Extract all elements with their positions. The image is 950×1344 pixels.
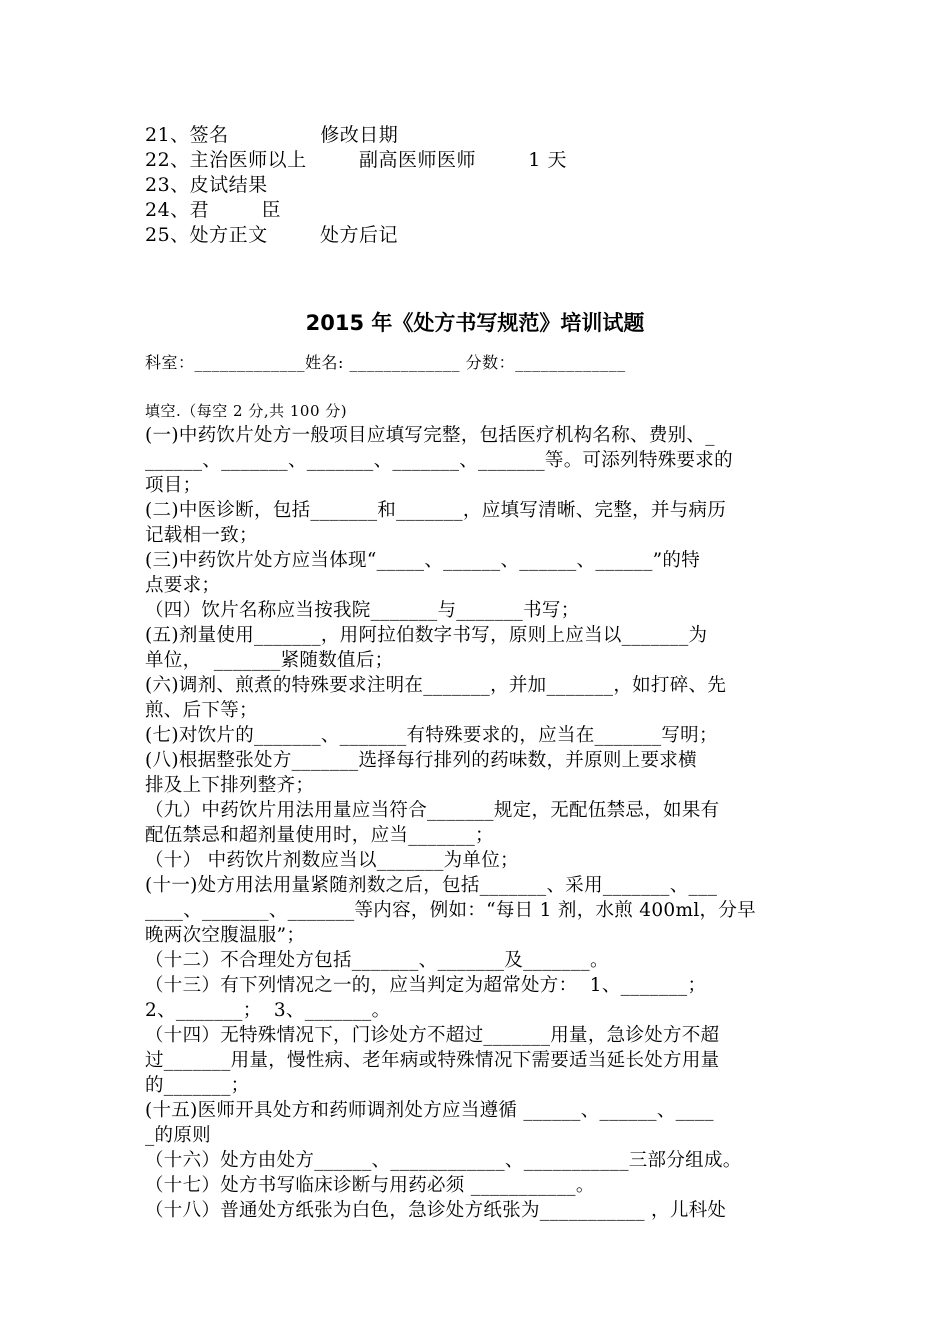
question-line: (五)剂量使用_______，用阿拉伯数字书写，原则上应当以_______为 (145, 625, 708, 646)
question-line: 过_______用量，慢性病、老年病或特殊情况下需要适当延长处方用量 (145, 1050, 720, 1071)
question-line: (一)中药饮片处方一般项目应填写完整，包括医疗机构名称、费别、_ (145, 425, 715, 446)
question-line: （十二）不合理处方包括_______、_______及_______。 (145, 950, 609, 971)
question-line: （四）饮片名称应当按我院_______与_______书写； (145, 600, 580, 621)
question-line: 点要求； (145, 575, 221, 596)
answer-line: 24、君 臣 (145, 199, 281, 221)
question-line: 单位， _______紧随数值后； (145, 650, 394, 671)
question-line: (七)对饮片的_______、_______有特殊要求的，应当在_______写明； (145, 725, 718, 746)
question-line: (三)中药饮片处方应当体现“_____、______、______、______”的特 (145, 550, 701, 571)
question-line: （十六）处方由处方______、____________、___________三部分组成。 (145, 1150, 742, 1171)
question-line: 配伍禁忌和超剂量使用时，应当_______； (145, 825, 494, 846)
question-line: （十三）有下列情况之一的，应当判定为超常处方： 1、_______； (145, 975, 707, 996)
question-line: (六)调剂、煎煮的特殊要求注明在_______，并加_______，如打碎、先 (145, 675, 727, 696)
exam-header: 科室：_____________姓名: _____________ 分数：_____________ (145, 353, 626, 372)
question-line: 的_______； (145, 1075, 250, 1096)
question-line: （十七）处方书写临床诊断与用药必须 ___________。 (145, 1175, 595, 1196)
exam-title: 2015 年《处方书写规范》培训试题 (305, 311, 645, 335)
question-line: (二)中医诊断，包括_______和_______，应填写清晰、完整，并与病历 (145, 500, 727, 521)
question-line: 晚两次空腹温服”； (145, 925, 306, 946)
question-line: （十八）普通处方纸张为白色，急诊处方纸张为___________ ，儿科处 (145, 1200, 727, 1221)
question-line: （十） 中药饮片剂数应当以_______为单位； (145, 850, 519, 871)
question-line: （十四）无特殊情况下，门诊处方不超过_______用量，急诊处方不超 (145, 1025, 720, 1046)
answer-line: 25、处方正文 处方后记 (145, 224, 398, 246)
question-line: ______、_______、_______、_______、_______等。可添列特殊要求的 (145, 450, 733, 471)
question-line: (十五)医师开具处方和药师调剂处方应当遵循 ______、______、____ (145, 1100, 714, 1121)
answer-line: 22、主治医师以上 副高医师医师 1 天 (145, 149, 567, 171)
question-line: (八)根据整张处方_______选择每行排列的药味数，并原则上要求横 (145, 750, 697, 771)
question-line: _的原则 (145, 1125, 211, 1146)
question-line: 2、_______； 3、_______。 (145, 1000, 391, 1021)
question-line: (十一)处方用法用量紧随剂数之后，包括_______、采用_______、___ (145, 875, 718, 896)
question-line: 排及上下排列整齐； (145, 775, 315, 796)
answer-line: 21、签名 修改日期 (145, 124, 399, 146)
answer-line: 23、皮试结果 (145, 174, 268, 196)
question-line: 记载相一致； (145, 525, 258, 546)
instruction: 填空.（每空 2 分,共 100 分) (145, 402, 348, 420)
question-line: ____、_______、_______等内容，例如：“每日 1 剂，水煎 400ml，分早 (145, 900, 756, 921)
question-line: 项目； (145, 475, 202, 496)
question-line: （九）中药饮片用法用量应当符合_______规定，无配伍禁忌，如果有 (145, 800, 720, 821)
question-line: 煎、后下等； (145, 700, 258, 721)
